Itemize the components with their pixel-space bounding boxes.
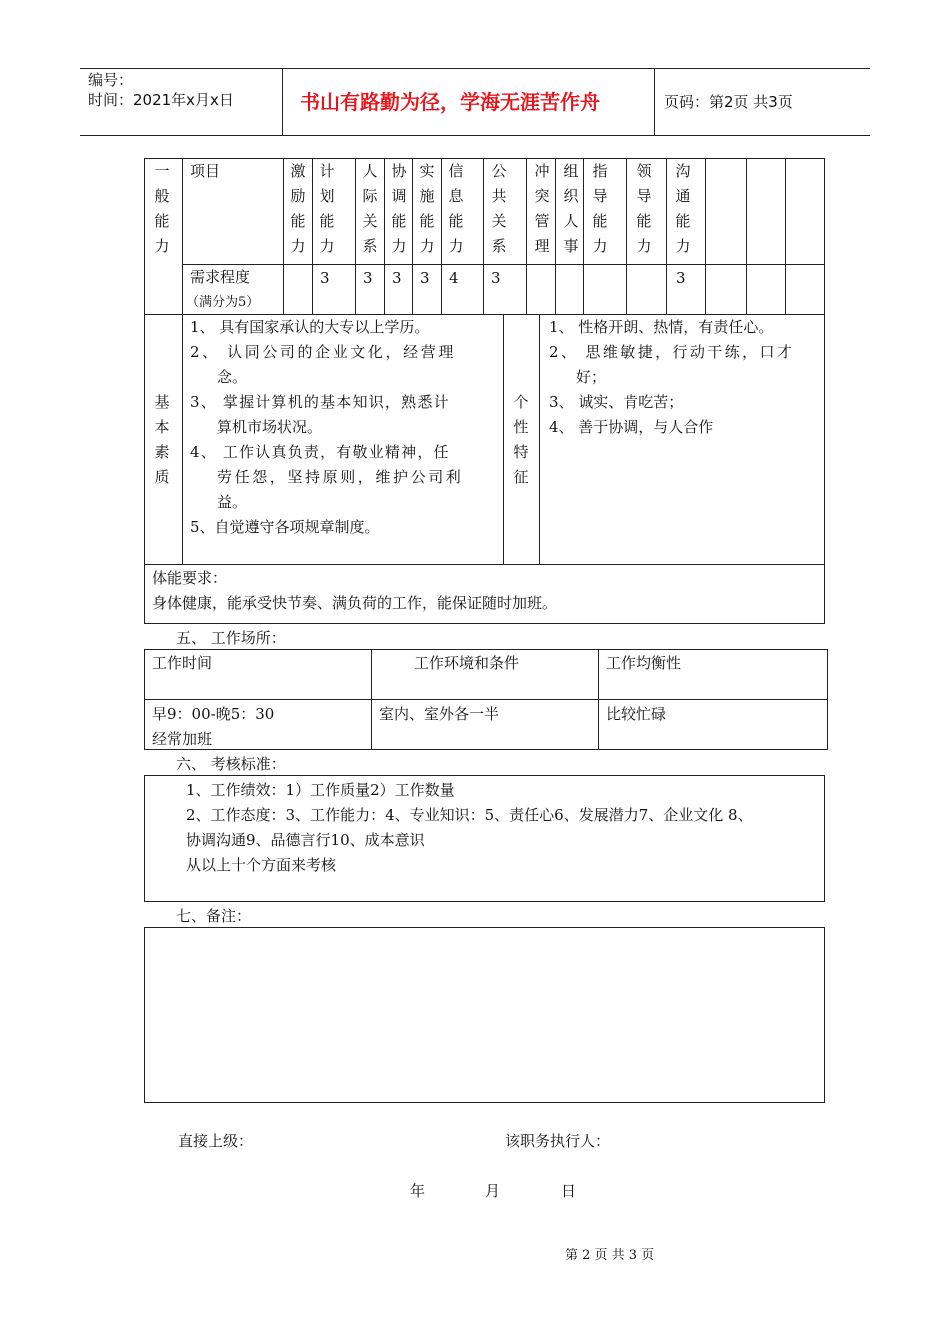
personality-line: 2、 思维敏捷，行动干练，口才 <box>549 343 795 361</box>
quality-item-line: 念。 <box>217 368 248 386</box>
header-bottom-border <box>80 135 870 136</box>
work-environment: 室内、室外各一半 <box>379 705 500 723</box>
ability-col-header: 信息能力 <box>448 162 464 255</box>
ability-col-header: 沟通能力 <box>675 162 691 255</box>
ability-value: 3 <box>363 269 373 287</box>
ability-col-header: 协调能力 <box>391 162 407 255</box>
quality-item-line: 益。 <box>217 493 248 511</box>
quality-item-line: 2、 认同公司的企业文化，经营理 <box>190 343 456 361</box>
workplace-title: 五、 工作场所： <box>176 629 286 647</box>
personality-label: 个性特征 <box>513 393 529 486</box>
demand-note: （满分为5） <box>186 295 260 310</box>
basic-quality-label: 基本素质 <box>154 393 170 486</box>
workplace-header-balance: 工作均衡性 <box>606 654 682 672</box>
date-year: 年 <box>410 1182 426 1200</box>
quality-item-line: 1、 具有国家承认的大专以上学历。 <box>190 318 430 336</box>
ability-value: 3 <box>676 269 686 287</box>
remarks-box[interactable] <box>144 927 825 1103</box>
physical-label: 体能要求： <box>152 569 228 587</box>
work-overtime: 经常加班 <box>152 730 213 748</box>
page-info: 页码：第2页 共3页 <box>664 93 793 111</box>
assessment-line: 1、工作绩效：1）工作质量2）工作数量 <box>186 781 455 799</box>
number-label: 编号： <box>88 71 134 89</box>
item-label: 项目 <box>190 162 221 180</box>
quality-item-line: 4、 工作认真负责，有敬业精神，任 <box>190 443 450 461</box>
quality-item-line: 5、自觉遵守各项规章制度。 <box>190 518 380 536</box>
ability-col-header: 实施能力 <box>419 162 435 255</box>
quality-item-line: 劳任怨，坚持原则，维护公司利 <box>217 468 464 486</box>
ability-value: 3 <box>392 269 402 287</box>
ability-value: 3 <box>420 269 430 287</box>
assessment-line: 协调沟通9、品德言行10、成本意识 <box>186 831 425 849</box>
ability-value: 4 <box>449 269 459 287</box>
executor-label: 该职务执行人： <box>505 1132 611 1150</box>
time-label: 时间：2021年x月x日 <box>88 91 234 109</box>
ability-col-header: 公共关系 <box>491 162 507 255</box>
workplace-header-time: 工作时间 <box>152 654 213 672</box>
page-footer: 第 2 页 共 3 页 <box>565 1248 655 1263</box>
ability-col-header: 计划能力 <box>319 162 335 255</box>
header-divider-right <box>654 68 655 135</box>
personality-line: 3、 诚实、肯吃苦； <box>549 393 684 411</box>
general-ability-label: 一般能力 <box>154 162 170 255</box>
ability-col-header: 领导能力 <box>636 162 652 255</box>
header-top-border <box>80 68 870 69</box>
date-day: 日 <box>561 1182 577 1200</box>
ability-col-header: 指导能力 <box>592 162 608 255</box>
demand-label: 需求程度 <box>190 268 251 286</box>
motto: 书山有路勤为径，学海无涯苦作舟 <box>300 90 600 114</box>
ability-value: 3 <box>491 269 501 287</box>
date-month: 月 <box>485 1182 501 1200</box>
workplace-header-environment: 工作环境和条件 <box>414 654 520 672</box>
ability-col-header: 人际关系 <box>362 162 378 255</box>
header-divider-left <box>282 68 283 135</box>
personality-line: 4、 善于协调，与人合作 <box>549 418 714 436</box>
assessment-line: 2、工作态度：3、工作能力：4、专业知识：5、责任心6、发展潜力7、企业文化 8、 <box>186 806 753 824</box>
supervisor-label: 直接上级： <box>178 1132 254 1150</box>
quality-item-line: 算机市场状况。 <box>217 418 323 436</box>
physical-text: 身体健康，能承受快节奏、满负荷的工作，能保证随时加班。 <box>152 594 558 612</box>
ability-col-header: 组织人事 <box>563 162 579 255</box>
quality-item-line: 3、 掌握计算机的基本知识，熟悉计 <box>190 393 450 411</box>
personality-line: 1、 性格开朗、热情，有责任心。 <box>549 318 774 336</box>
assessment-line: 从以上十个方面来考核 <box>186 856 337 874</box>
ability-col-header: 冲突管理 <box>534 162 550 255</box>
ability-value: 3 <box>320 269 330 287</box>
work-balance: 比较忙碌 <box>606 705 667 723</box>
assessment-title: 六、 考核标准： <box>176 755 286 773</box>
personality-line: 好； <box>576 368 607 386</box>
ability-col-header: 激励能力 <box>290 162 306 255</box>
remarks-title: 七、备注： <box>176 907 252 925</box>
work-time: 早9：00-晚5：30 <box>152 705 275 723</box>
